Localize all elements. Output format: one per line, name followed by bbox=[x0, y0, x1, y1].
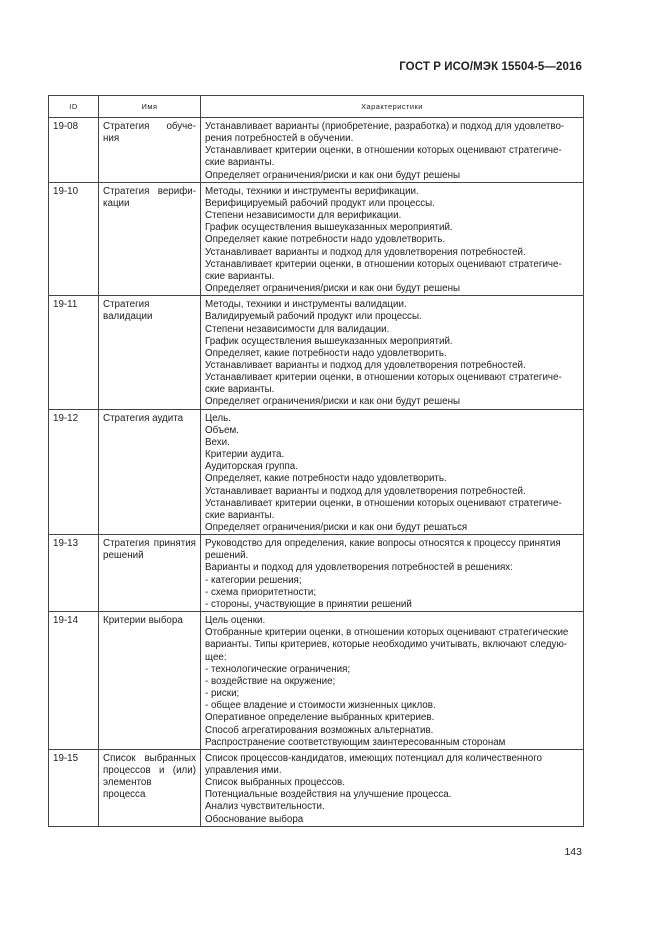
characteristic-line: Варианты и подход для удовлетворения потребностей в решениях: bbox=[205, 562, 513, 574]
row-name: Стратегия аудита bbox=[99, 409, 201, 535]
characteristic-line: Степени независимости для верификации. bbox=[205, 210, 402, 222]
characteristic-line: ские варианты. bbox=[205, 509, 275, 521]
row-characteristics bbox=[201, 535, 584, 612]
row-id: 19-14 bbox=[49, 612, 99, 750]
characteristic-line: Определяет, какие потребности надо удовлетворить. bbox=[205, 473, 447, 485]
row-id: 19-10 bbox=[49, 182, 99, 295]
characteristic-line: Распространение соответствующим заинтересованным сторонам bbox=[205, 736, 506, 748]
characteristic-line: Способ агрегатирования возможных альтернатив. bbox=[205, 724, 434, 736]
table-row bbox=[49, 409, 584, 535]
row-id: 19-11 bbox=[49, 296, 99, 409]
row-name: Критерии выбора bbox=[99, 612, 201, 750]
characteristic-line: График осуществления вышеуказанных мероприятий. bbox=[205, 222, 453, 234]
characteristic-line: Методы, техники и инструменты верификации. bbox=[205, 185, 419, 197]
characteristic-line: Потенциальные воздействия на улучшение процесса. bbox=[205, 789, 452, 801]
characteristic-line: Устанавливает варианты (приобретение, разработка) и подход для удовлетво- bbox=[205, 121, 565, 132]
characteristic-line: - общее владение и стоимости жизненных циклов. bbox=[205, 700, 436, 712]
row-id: 19-12 bbox=[49, 409, 99, 535]
characteristic-line: рения потребностей в обучении. bbox=[205, 133, 354, 145]
row-characteristics bbox=[201, 296, 584, 409]
characteristic-line: Цель. bbox=[205, 412, 231, 424]
table-row bbox=[49, 182, 584, 295]
row-characteristics bbox=[201, 749, 584, 826]
characteristic-line: Устанавливает критерии оценки, в отношении которых оценивают стратегиче- bbox=[205, 372, 562, 384]
characteristic-line: Устанавливает варианты и подход для удовлетворения потребностей. bbox=[205, 359, 526, 371]
document-header: ГОСТ Р ИСО/МЭК 15504-5—2016 bbox=[399, 61, 582, 73]
characteristic-line: - категории решения; bbox=[205, 574, 302, 586]
row-id: 19-15 bbox=[49, 749, 99, 826]
row-name: Стратегия верифи-кации bbox=[99, 182, 201, 295]
characteristic-line: Устанавливает критерии оценки, в отношении которых оценивают стратегиче- bbox=[205, 258, 562, 270]
column-header-characteristics: Характеристики bbox=[201, 96, 584, 118]
row-id: 19-08 bbox=[49, 118, 99, 183]
characteristic-line: Верифицируемый рабочий продукт или процессы. bbox=[205, 197, 435, 209]
table-row bbox=[49, 749, 584, 826]
characteristic-line: Вехи. bbox=[205, 436, 230, 448]
row-characteristics bbox=[201, 118, 584, 183]
characteristic-line: Устанавливает варианты и подход для удовлетворения потребностей. bbox=[205, 485, 526, 497]
characteristic-line: Объем. bbox=[205, 424, 239, 436]
characteristic-line: Отобранные критерии оценки, в отношении которых оценивают стратегические bbox=[205, 627, 569, 639]
characteristic-line: Определяет ограничения/риски и как они будут решены bbox=[205, 396, 461, 408]
characteristic-line: щее: bbox=[205, 651, 227, 663]
characteristic-line: Определяет, какие потребности надо удовлетворить. bbox=[205, 347, 447, 359]
characteristic-line: Оперативное определение выбранных критериев. bbox=[205, 712, 435, 724]
characteristic-line: - воздействие на окружение; bbox=[205, 675, 336, 687]
characteristic-line: Устанавливает варианты и подход для удовлетворения потребностей. bbox=[205, 246, 526, 258]
page-number: 143 bbox=[564, 846, 582, 858]
characteristic-line: Аудиторская группа. bbox=[205, 461, 298, 473]
table-row bbox=[49, 118, 584, 183]
characteristics-table bbox=[48, 95, 584, 827]
column-header-name: Имя bbox=[99, 96, 201, 118]
characteristic-line: управления ими. bbox=[205, 764, 282, 776]
characteristic-line: Методы, техники и инструменты валидации. bbox=[205, 299, 407, 311]
characteristic-line: Устанавливает критерии оценки, в отношении которых оценивают стратегиче- bbox=[205, 497, 562, 509]
characteristic-line: Обоснование выбора bbox=[205, 813, 304, 825]
characteristic-line: Цель оценки. bbox=[205, 615, 266, 627]
characteristic-line: Валидируемый рабочий продукт или процессы. bbox=[205, 311, 422, 323]
characteristic-line: Критерии аудита. bbox=[205, 449, 285, 461]
characteristic-line: Определяет ограничения/риски и как они будут решены bbox=[205, 283, 461, 295]
row-name: Список выбранных процессов и (или) элементов процесса bbox=[99, 749, 201, 826]
characteristic-line: ские варианты. bbox=[205, 157, 275, 169]
row-characteristics bbox=[201, 409, 584, 535]
characteristic-line: Список выбранных процессов. bbox=[205, 777, 345, 789]
row-name: Стратегия валидации bbox=[99, 296, 201, 409]
characteristic-line: Устанавливает критерии оценки, в отношении которых оценивают стратегиче- bbox=[205, 145, 562, 157]
characteristic-line: решений. bbox=[205, 550, 249, 562]
row-name: Стратегия обуче-ния bbox=[99, 118, 201, 183]
row-characteristics bbox=[201, 612, 584, 750]
row-id: 19-13 bbox=[49, 535, 99, 612]
table-row bbox=[49, 535, 584, 612]
characteristic-line: варианты. Типы критериев, которые необходимо учитывать, включают следую- bbox=[205, 639, 568, 651]
characteristic-line: ские варианты. bbox=[205, 384, 275, 396]
characteristic-line: Определяет ограничения/риски и как они будут решаться bbox=[205, 522, 468, 533]
table-row bbox=[49, 612, 584, 750]
table-body bbox=[49, 118, 584, 827]
characteristic-line: График осуществления вышеуказанных мероприятий. bbox=[205, 335, 453, 347]
characteristic-line: Степени независимости для валидации. bbox=[205, 323, 390, 335]
characteristic-line: Определяет ограничения/риски и как они будут решены bbox=[205, 169, 461, 181]
table-header-row bbox=[49, 96, 584, 118]
characteristic-line: Определяет какие потребности надо удовлетворить. bbox=[205, 234, 446, 246]
characteristic-line: - стороны, участвующие в принятии решений bbox=[205, 598, 412, 610]
characteristic-line: ские варианты. bbox=[205, 270, 275, 282]
column-header-id: ID bbox=[49, 96, 99, 118]
row-characteristics bbox=[201, 182, 584, 295]
characteristic-line: Руководство для определения, какие вопросы относятся к процессу принятия bbox=[205, 538, 561, 550]
row-name: Стратегия принятия решений bbox=[99, 535, 201, 612]
characteristic-line: - технологические ограничения; bbox=[205, 663, 351, 675]
characteristic-line: - схема приоритетности; bbox=[205, 586, 317, 598]
characteristic-line: Анализ чувствительности. bbox=[205, 801, 325, 813]
characteristic-line: Список процессов-кандидатов, имеющих потенциал для количественного bbox=[205, 752, 543, 764]
characteristic-line: - риски; bbox=[205, 688, 240, 700]
table-row bbox=[49, 296, 584, 409]
